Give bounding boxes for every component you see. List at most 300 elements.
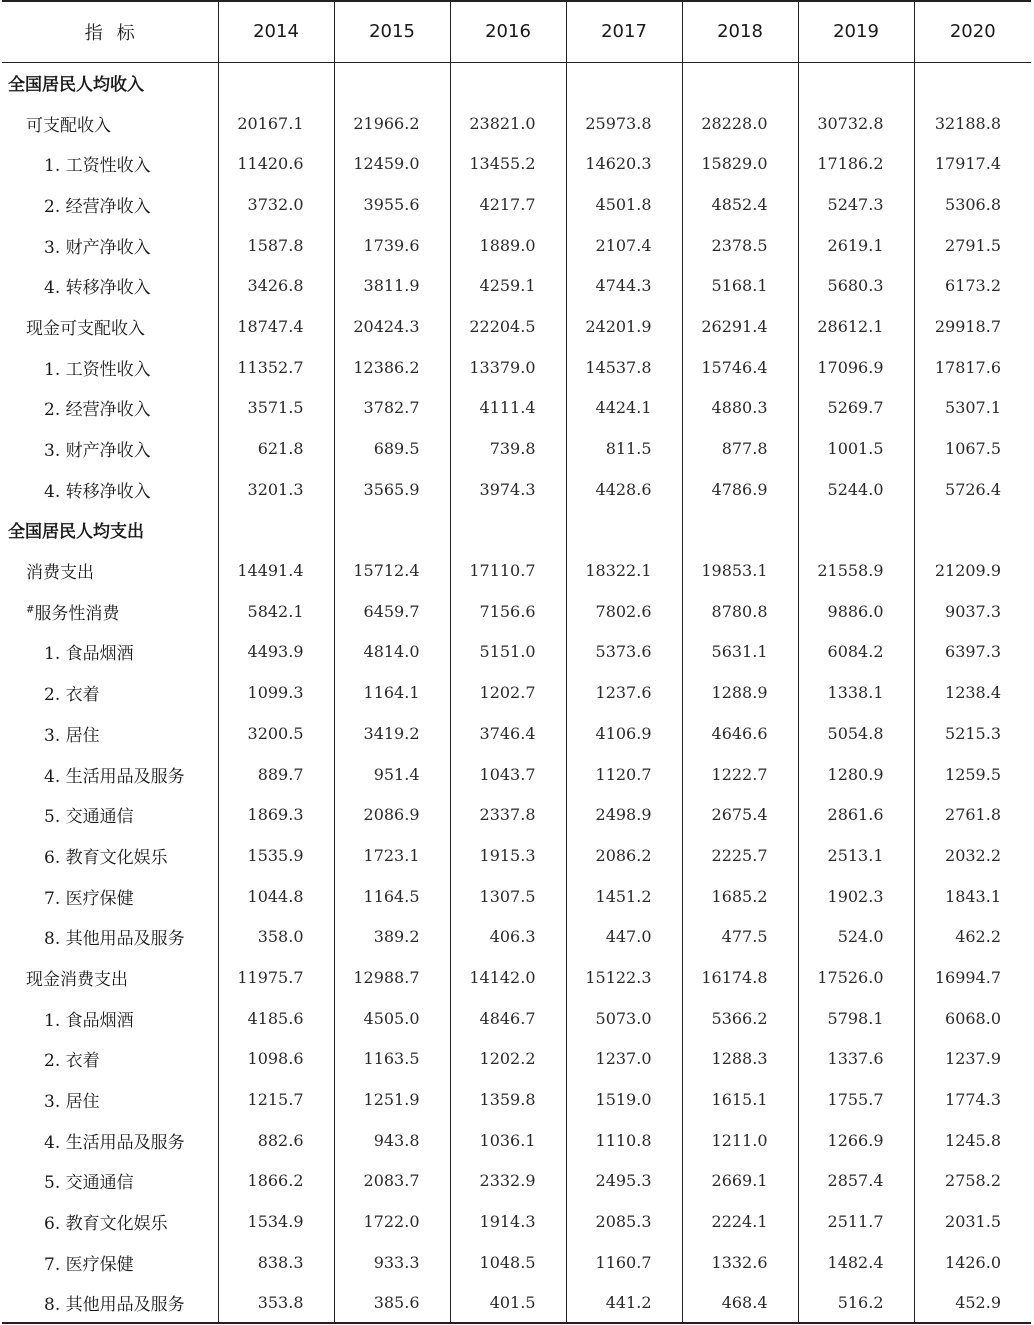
value-cell: 3419.2 xyxy=(334,713,450,754)
value-cell: 18747.4 xyxy=(218,306,334,347)
row-label-text: 5. 交通通信 xyxy=(44,1173,134,1194)
row-label xyxy=(2,876,218,917)
header-year: 2014 xyxy=(218,1,334,62)
table-row xyxy=(2,916,1031,957)
table-row xyxy=(2,1242,1031,1283)
row-label-text: 3. 居住 xyxy=(44,1092,100,1113)
header-year: 2016 xyxy=(450,1,566,62)
row-label xyxy=(2,1283,218,1324)
value-cell: 4501.8 xyxy=(566,184,682,225)
value-cell: 2378.5 xyxy=(682,225,798,266)
value-cell: 1211.0 xyxy=(682,1120,798,1161)
value-cell: 1288.9 xyxy=(682,672,798,713)
row-label-text: 3. 财产净收入 xyxy=(44,237,151,258)
value-cell: 11420.6 xyxy=(218,143,334,184)
row-label xyxy=(2,428,218,469)
row-label xyxy=(2,469,218,510)
value-cell: 5307.1 xyxy=(914,388,1031,429)
value-cell: 2086.9 xyxy=(334,794,450,835)
value-cell: 5073.0 xyxy=(566,998,682,1039)
value-cell: 13379.0 xyxy=(450,347,566,388)
value-cell: 3955.6 xyxy=(334,184,450,225)
row-label xyxy=(2,713,218,754)
value-cell: 2032.2 xyxy=(914,835,1031,876)
row-label xyxy=(2,672,218,713)
row-label-text: 服务性消费 xyxy=(34,603,120,624)
table-row xyxy=(2,225,1031,266)
row-label-text: 可支配收入 xyxy=(26,115,111,136)
value-cell: 16994.7 xyxy=(914,957,1031,998)
table-row xyxy=(2,672,1031,713)
value-cell: 19853.1 xyxy=(682,550,798,591)
value-cell: 4185.6 xyxy=(218,998,334,1039)
value-cell: 441.2 xyxy=(566,1283,682,1324)
value-cell xyxy=(450,62,566,103)
value-cell: 28612.1 xyxy=(798,306,914,347)
row-label-text: 1. 工资性收入 xyxy=(44,156,151,177)
value-cell: 1001.5 xyxy=(798,428,914,469)
value-cell: 1266.9 xyxy=(798,1120,914,1161)
value-cell: 4880.3 xyxy=(682,388,798,429)
row-label-text: 6. 教育文化娱乐 xyxy=(44,1214,168,1235)
row-label-text: 1. 工资性收入 xyxy=(44,359,151,380)
header-year: 2019 xyxy=(798,1,914,62)
value-cell: 1739.6 xyxy=(334,225,450,266)
value-cell: 5373.6 xyxy=(566,632,682,673)
value-cell: 358.0 xyxy=(218,916,334,957)
value-cell: 4259.1 xyxy=(450,265,566,306)
value-cell: 1332.6 xyxy=(682,1242,798,1283)
value-cell: 21558.9 xyxy=(798,550,914,591)
table-row xyxy=(2,1161,1031,1202)
value-cell xyxy=(218,62,334,103)
value-cell: 4786.9 xyxy=(682,469,798,510)
value-cell: 2086.2 xyxy=(566,835,682,876)
row-label-text: 1. 食品烟酒 xyxy=(44,1010,134,1031)
header-year: 2015 xyxy=(334,1,450,62)
value-cell: 14537.8 xyxy=(566,347,682,388)
table-row xyxy=(2,1283,1031,1324)
value-cell: 1685.2 xyxy=(682,876,798,917)
value-cell: 1202.7 xyxy=(450,672,566,713)
value-cell: 15829.0 xyxy=(682,143,798,184)
value-cell: 2675.4 xyxy=(682,794,798,835)
row-label-text: 现金消费支出 xyxy=(26,969,128,990)
value-cell: 1237.9 xyxy=(914,1039,1031,1080)
value-cell xyxy=(218,510,334,551)
value-cell: 4424.1 xyxy=(566,388,682,429)
value-cell: 1889.0 xyxy=(450,225,566,266)
row-label-text: 2. 衣着 xyxy=(44,685,100,706)
row-label xyxy=(2,632,218,673)
value-cell: 8780.8 xyxy=(682,591,798,632)
value-cell: 4846.7 xyxy=(450,998,566,1039)
value-cell: 11352.7 xyxy=(218,347,334,388)
value-cell: 933.3 xyxy=(334,1242,450,1283)
value-cell: 5151.0 xyxy=(450,632,566,673)
value-cell: 12386.2 xyxy=(334,347,450,388)
value-cell: 1338.1 xyxy=(798,672,914,713)
value-cell: 452.9 xyxy=(914,1283,1031,1324)
value-cell xyxy=(798,510,914,551)
value-cell: 2107.4 xyxy=(566,225,682,266)
value-cell: 11975.7 xyxy=(218,957,334,998)
footnote-mark: # xyxy=(26,604,35,616)
value-cell: 1288.3 xyxy=(682,1039,798,1080)
table-row xyxy=(2,835,1031,876)
value-cell: 17526.0 xyxy=(798,957,914,998)
row-label-text: 7. 医疗保健 xyxy=(44,888,134,909)
value-cell: 17186.2 xyxy=(798,143,914,184)
row-label xyxy=(2,794,218,835)
value-cell: 4852.4 xyxy=(682,184,798,225)
value-cell: 1615.1 xyxy=(682,1079,798,1120)
row-label xyxy=(2,1079,218,1120)
row-label-text: 1. 食品烟酒 xyxy=(44,644,134,665)
value-cell: 24201.9 xyxy=(566,306,682,347)
value-cell: 5842.1 xyxy=(218,591,334,632)
value-cell: 5168.1 xyxy=(682,265,798,306)
row-label xyxy=(2,1201,218,1242)
value-cell: 1164.5 xyxy=(334,876,450,917)
value-cell: 516.2 xyxy=(798,1283,914,1324)
value-cell: 1164.1 xyxy=(334,672,450,713)
value-cell: 943.8 xyxy=(334,1120,450,1161)
row-label xyxy=(2,103,218,144)
row-label xyxy=(2,265,218,306)
row-label xyxy=(2,1120,218,1161)
value-cell xyxy=(914,510,1031,551)
row-label xyxy=(2,835,218,876)
row-label-text: 3. 财产净收入 xyxy=(44,441,151,462)
row-label-text: 2. 经营净收入 xyxy=(44,196,151,217)
section-title xyxy=(2,62,218,103)
value-cell xyxy=(682,62,798,103)
header-year: 2018 xyxy=(682,1,798,62)
value-cell: 6173.2 xyxy=(914,265,1031,306)
value-cell: 3974.3 xyxy=(450,469,566,510)
value-cell: 1202.2 xyxy=(450,1039,566,1080)
value-cell: 6068.0 xyxy=(914,998,1031,1039)
value-cell: 5054.8 xyxy=(798,713,914,754)
value-cell: 5726.4 xyxy=(914,469,1031,510)
value-cell: 2332.9 xyxy=(450,1161,566,1202)
value-cell: 2225.7 xyxy=(682,835,798,876)
value-cell: 12459.0 xyxy=(334,143,450,184)
value-cell: 3201.3 xyxy=(218,469,334,510)
value-cell: 14620.3 xyxy=(566,143,682,184)
section-title xyxy=(2,510,218,551)
value-cell: 2619.1 xyxy=(798,225,914,266)
header-year: 2017 xyxy=(566,1,682,62)
value-cell: 4493.9 xyxy=(218,632,334,673)
row-label xyxy=(2,1039,218,1080)
value-cell: 477.5 xyxy=(682,916,798,957)
value-cell: 389.2 xyxy=(334,916,450,957)
value-cell: 1722.0 xyxy=(334,1201,450,1242)
row-label xyxy=(2,591,218,632)
table-row xyxy=(2,754,1031,795)
value-cell: 5680.3 xyxy=(798,265,914,306)
value-cell: 2758.2 xyxy=(914,1161,1031,1202)
value-cell: 20424.3 xyxy=(334,306,450,347)
value-cell: 882.6 xyxy=(218,1120,334,1161)
value-cell: 1359.8 xyxy=(450,1079,566,1120)
value-cell: 6459.7 xyxy=(334,591,450,632)
value-cell: 2761.8 xyxy=(914,794,1031,835)
value-cell: 353.8 xyxy=(218,1283,334,1324)
value-cell: 1043.7 xyxy=(450,754,566,795)
row-label xyxy=(2,998,218,1039)
value-cell: 2861.6 xyxy=(798,794,914,835)
value-cell: 9886.0 xyxy=(798,591,914,632)
value-cell: 3565.9 xyxy=(334,469,450,510)
value-cell: 621.8 xyxy=(218,428,334,469)
value-cell: 25973.8 xyxy=(566,103,682,144)
value-cell: 4106.9 xyxy=(566,713,682,754)
header-year: 2020 xyxy=(914,1,1031,62)
value-cell: 1307.5 xyxy=(450,876,566,917)
value-cell: 385.6 xyxy=(334,1283,450,1324)
table-row xyxy=(2,184,1031,225)
value-cell: 1535.9 xyxy=(218,835,334,876)
row-label-text: 2. 衣着 xyxy=(44,1051,100,1072)
table-row xyxy=(2,143,1031,184)
value-cell: 5244.0 xyxy=(798,469,914,510)
value-cell: 406.3 xyxy=(450,916,566,957)
value-cell: 5798.1 xyxy=(798,998,914,1039)
value-cell: 15122.3 xyxy=(566,957,682,998)
row-label xyxy=(2,754,218,795)
header-indicator: 指标 xyxy=(2,1,218,62)
table-row xyxy=(2,998,1031,1039)
table-row xyxy=(2,347,1031,388)
value-cell: 17110.7 xyxy=(450,550,566,591)
row-label-text: 现金可支配收入 xyxy=(26,318,145,339)
value-cell: 20167.1 xyxy=(218,103,334,144)
value-cell: 5247.3 xyxy=(798,184,914,225)
value-cell: 2083.7 xyxy=(334,1161,450,1202)
value-cell: 524.0 xyxy=(798,916,914,957)
table-row xyxy=(2,957,1031,998)
value-cell: 1163.5 xyxy=(334,1039,450,1080)
value-cell: 17917.4 xyxy=(914,143,1031,184)
table-row xyxy=(2,1079,1031,1120)
section-row xyxy=(2,62,1031,103)
value-cell: 1915.3 xyxy=(450,835,566,876)
value-cell: 14491.4 xyxy=(218,550,334,591)
value-cell: 4217.7 xyxy=(450,184,566,225)
value-cell: 2511.7 xyxy=(798,1201,914,1242)
value-cell: 1451.2 xyxy=(566,876,682,917)
value-cell: 1534.9 xyxy=(218,1201,334,1242)
value-cell: 462.2 xyxy=(914,916,1031,957)
value-cell: 15712.4 xyxy=(334,550,450,591)
table-row xyxy=(2,713,1031,754)
value-cell: 5366.2 xyxy=(682,998,798,1039)
row-label xyxy=(2,957,218,998)
value-cell: 3571.5 xyxy=(218,388,334,429)
value-cell: 1044.8 xyxy=(218,876,334,917)
table-row xyxy=(2,469,1031,510)
value-cell: 3732.0 xyxy=(218,184,334,225)
value-cell xyxy=(682,510,798,551)
value-cell: 889.7 xyxy=(218,754,334,795)
value-cell: 447.0 xyxy=(566,916,682,957)
value-cell: 1245.8 xyxy=(914,1120,1031,1161)
value-cell: 15746.4 xyxy=(682,347,798,388)
value-cell: 4505.0 xyxy=(334,998,450,1039)
value-cell: 2513.1 xyxy=(798,835,914,876)
value-cell: 1099.3 xyxy=(218,672,334,713)
value-cell xyxy=(914,62,1031,103)
table-row xyxy=(2,591,1031,632)
value-cell xyxy=(334,62,450,103)
value-cell: 6397.3 xyxy=(914,632,1031,673)
value-cell: 4111.4 xyxy=(450,388,566,429)
value-cell: 1587.8 xyxy=(218,225,334,266)
value-cell: 811.5 xyxy=(566,428,682,469)
value-cell: 2224.1 xyxy=(682,1201,798,1242)
row-label xyxy=(2,550,218,591)
value-cell: 21966.2 xyxy=(334,103,450,144)
table-row xyxy=(2,876,1031,917)
table-row xyxy=(2,550,1031,591)
value-cell: 877.8 xyxy=(682,428,798,469)
row-label xyxy=(2,143,218,184)
value-cell: 17096.9 xyxy=(798,347,914,388)
value-cell: 1280.9 xyxy=(798,754,914,795)
row-label xyxy=(2,225,218,266)
value-cell: 1120.7 xyxy=(566,754,682,795)
row-label xyxy=(2,916,218,957)
row-label-text: 全国居民人均支出 xyxy=(8,522,144,543)
value-cell: 2031.5 xyxy=(914,1201,1031,1242)
section-row xyxy=(2,510,1031,551)
value-cell: 1237.0 xyxy=(566,1039,682,1080)
value-cell: 1098.6 xyxy=(218,1039,334,1080)
value-cell: 32188.8 xyxy=(914,103,1031,144)
value-cell: 1723.1 xyxy=(334,835,450,876)
value-cell: 7802.6 xyxy=(566,591,682,632)
value-cell: 21209.9 xyxy=(914,550,1031,591)
value-cell: 2337.8 xyxy=(450,794,566,835)
value-cell: 689.5 xyxy=(334,428,450,469)
table-row xyxy=(2,265,1031,306)
table-row xyxy=(2,1039,1031,1080)
table-row xyxy=(2,306,1031,347)
header-row xyxy=(2,1,1031,62)
value-cell: 1048.5 xyxy=(450,1242,566,1283)
table-row xyxy=(2,103,1031,144)
table-row xyxy=(2,428,1031,469)
table-row xyxy=(2,1201,1031,1242)
value-cell: 4646.6 xyxy=(682,713,798,754)
row-label-text: 7. 医疗保健 xyxy=(44,1254,134,1275)
value-cell: 12988.7 xyxy=(334,957,450,998)
value-cell: 1110.8 xyxy=(566,1120,682,1161)
value-cell: 1914.3 xyxy=(450,1201,566,1242)
table-row xyxy=(2,794,1031,835)
row-label-text: 8. 其他用品及服务 xyxy=(44,929,185,950)
value-cell: 4744.3 xyxy=(566,265,682,306)
value-cell: 1902.3 xyxy=(798,876,914,917)
row-label-text: 8. 其他用品及服务 xyxy=(44,1294,185,1315)
value-cell: 739.8 xyxy=(450,428,566,469)
value-cell: 3746.4 xyxy=(450,713,566,754)
value-cell: 13455.2 xyxy=(450,143,566,184)
value-cell: 1215.7 xyxy=(218,1079,334,1120)
table-header xyxy=(2,1,1031,62)
value-cell: 5631.1 xyxy=(682,632,798,673)
value-cell: 26291.4 xyxy=(682,306,798,347)
value-cell: 23821.0 xyxy=(450,103,566,144)
value-cell: 3811.9 xyxy=(334,265,450,306)
value-cell xyxy=(566,62,682,103)
value-cell: 1160.7 xyxy=(566,1242,682,1283)
value-cell xyxy=(334,510,450,551)
value-cell: 1259.5 xyxy=(914,754,1031,795)
value-cell: 16174.8 xyxy=(682,957,798,998)
value-cell: 5306.8 xyxy=(914,184,1031,225)
value-cell: 2669.1 xyxy=(682,1161,798,1202)
row-label xyxy=(2,1161,218,1202)
value-cell: 2495.3 xyxy=(566,1161,682,1202)
value-cell: 1869.3 xyxy=(218,794,334,835)
row-label xyxy=(2,347,218,388)
row-label-text: 4. 生活用品及服务 xyxy=(44,766,185,787)
value-cell: 1774.3 xyxy=(914,1079,1031,1120)
value-cell: 9037.3 xyxy=(914,591,1031,632)
statistics-table xyxy=(2,0,1031,1324)
value-cell: 401.5 xyxy=(450,1283,566,1324)
value-cell: 6084.2 xyxy=(798,632,914,673)
value-cell: 2498.9 xyxy=(566,794,682,835)
value-cell: 30732.8 xyxy=(798,103,914,144)
value-cell: 1426.0 xyxy=(914,1242,1031,1283)
value-cell: 4814.0 xyxy=(334,632,450,673)
value-cell: 3426.8 xyxy=(218,265,334,306)
value-cell: 1866.2 xyxy=(218,1161,334,1202)
row-label-text: 2. 经营净收入 xyxy=(44,400,151,421)
row-label xyxy=(2,184,218,225)
row-label-text: 6. 教育文化娱乐 xyxy=(44,847,168,868)
value-cell xyxy=(798,62,914,103)
value-cell: 7156.6 xyxy=(450,591,566,632)
table-body xyxy=(2,62,1031,1323)
row-label-text: 3. 居住 xyxy=(44,725,100,746)
value-cell: 1337.6 xyxy=(798,1039,914,1080)
value-cell: 22204.5 xyxy=(450,306,566,347)
value-cell: 1036.1 xyxy=(450,1120,566,1161)
value-cell: 2791.5 xyxy=(914,225,1031,266)
value-cell: 3782.7 xyxy=(334,388,450,429)
value-cell: 17817.6 xyxy=(914,347,1031,388)
row-label-text: 4. 转移净收入 xyxy=(44,481,151,502)
row-label xyxy=(2,388,218,429)
value-cell: 468.4 xyxy=(682,1283,798,1324)
table-row xyxy=(2,632,1031,673)
value-cell: 951.4 xyxy=(334,754,450,795)
value-cell: 1519.0 xyxy=(566,1079,682,1120)
value-cell: 2085.3 xyxy=(566,1201,682,1242)
value-cell: 1251.9 xyxy=(334,1079,450,1120)
table-row xyxy=(2,388,1031,429)
value-cell: 1067.5 xyxy=(914,428,1031,469)
value-cell: 1755.7 xyxy=(798,1079,914,1120)
value-cell: 2857.4 xyxy=(798,1161,914,1202)
value-cell xyxy=(566,510,682,551)
